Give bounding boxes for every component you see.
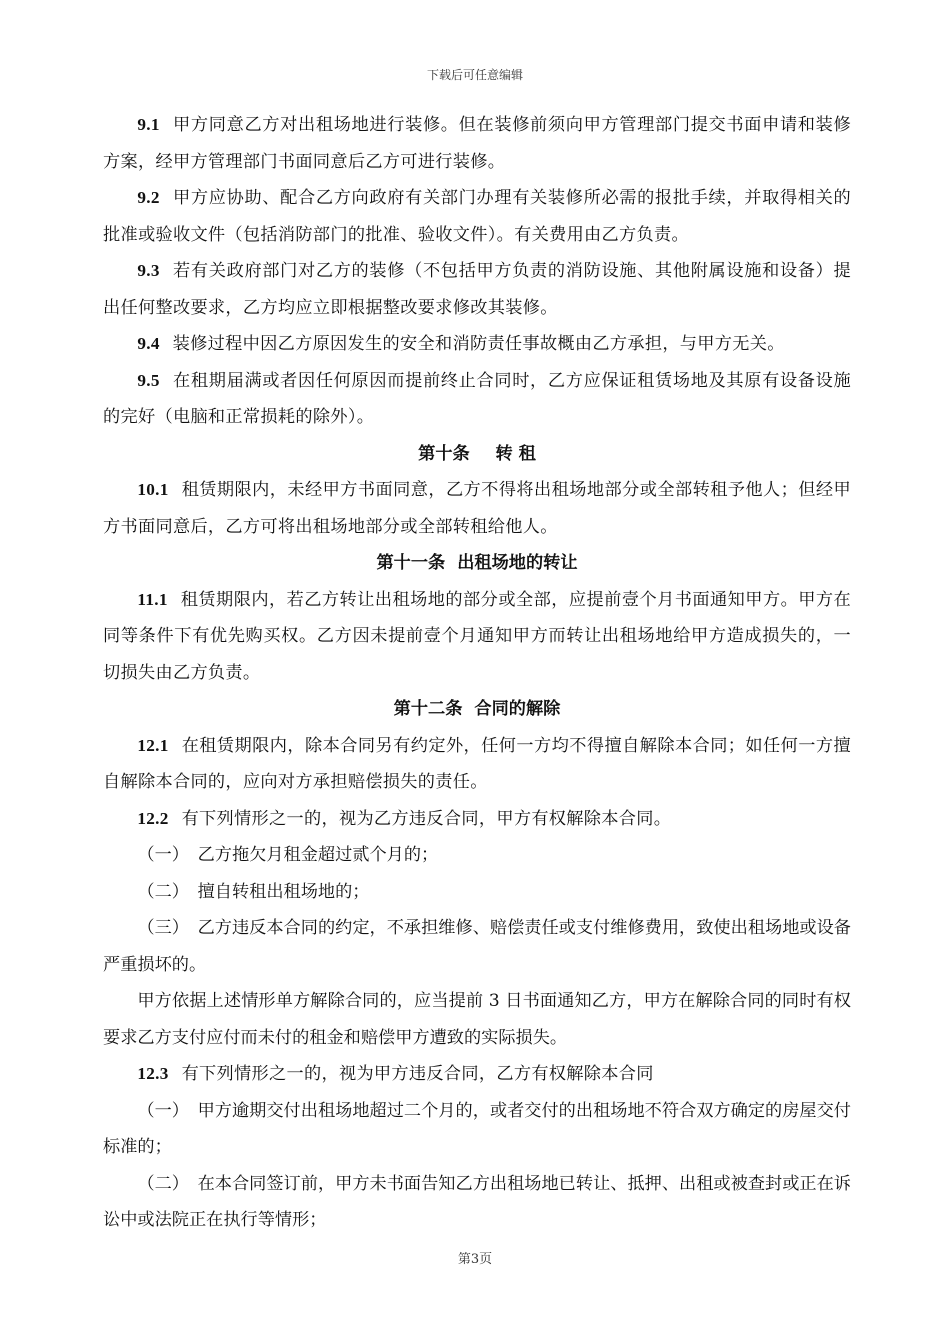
clause-number: 12.1: [137, 735, 169, 755]
page-number: 第3页: [457, 1252, 493, 1267]
item-marker: （二）: [137, 881, 189, 902]
clause-number: 9.4: [137, 334, 160, 353]
clause-text: 有下列情形之一的，视为乙方违反合同，甲方有权解除本合同。: [181, 808, 672, 829]
clause-number: 12.3: [137, 1064, 169, 1083]
article-number: 第十条: [418, 443, 470, 464]
article-11-heading: 第十一条 出租场地的转让: [376, 553, 578, 573]
item-marker: （一）: [137, 1100, 189, 1121]
item-marker: （二）: [137, 1173, 189, 1194]
clause-number: 9.3: [137, 261, 160, 280]
clause-number: 12.2: [137, 808, 169, 828]
clause-text: 租赁期限内，未经甲方书面同意，乙方不得将出租场地部分或全部转租予他人；但经甲方书面同意后，乙方可将出租场地部分或全部转租给他人。: [103, 480, 851, 537]
clause-text: 租赁期限内，若乙方转让出租场地的部分或全部，应提前壹个月书面通知甲方。甲方在同等条件下有优先购买权。乙方因未提前壹个月通知甲方而转让出租场地给甲方造成损失的，一切损失由乙方负责。: [103, 589, 851, 683]
clause-text: 有下列情形之一的，视为甲方违反合同，乙方有权解除本合同: [181, 1064, 654, 1084]
clause-number: 9.1: [137, 115, 160, 134]
article-12-heading: 第十二条 合同的解除: [393, 699, 561, 719]
clause-12-2-item-3: [103, 910, 851, 983]
clause-text: 在租期届满或者因任何原因而提前终止合同时，乙方应保证租赁场地及其原有设备设施的完好（电脑和正常损耗的除外）。: [103, 370, 851, 427]
clause-12-2-note: 甲方依据上述情形单方解除合同的，应当提前 3 日书面通知乙方，甲方在解除合同的同时有权要求乙方支付应付而未付的租金和赔偿甲方遭致的实际损失。: [103, 991, 851, 1048]
clause-11-1: [103, 582, 851, 692]
clause-9-5: [103, 363, 851, 436]
document-body: [103, 107, 851, 1239]
clause-9-4: [103, 326, 851, 363]
article-10-heading: [103, 436, 851, 473]
clause-9-1: [103, 107, 851, 180]
item-text: 乙方拖欠月租金超过贰个月的；: [197, 845, 439, 865]
clause-text: 甲方应协助、配合乙方向政府有关部门办理有关装修所必需的报批手续，并取得相关的批准或验收文件（包括消防部门的批准、验收文件）。有关费用由乙方负责。: [103, 188, 851, 245]
clause-12-3-item-1: [103, 1093, 851, 1166]
item-text: 甲方逾期交付出租场地超过二个月的，或者交付的出租场地不符合双方确定的房屋交付标准的；: [103, 1100, 851, 1157]
item-text: 擅自转租出租场地的；: [197, 881, 370, 902]
page-header: 下载后可任意编辑: [426, 68, 523, 82]
clause-number: 9.5: [137, 370, 160, 390]
clause-9-2: [103, 180, 851, 253]
clause-number: 9.2: [137, 188, 160, 207]
clause-text: 在租赁期限内，除本合同另有约定外，任何一方均不得擅自解除本合同；如任何一方擅自解除本合同的，应向对方承担赔偿损失的责任。: [103, 735, 851, 792]
clause-text: 装修过程中因乙方原因发生的安全和消防责任事故概由乙方承担，与甲方无关。: [172, 334, 785, 354]
clause-text: 若有关政府部门对乙方的装修（不包括甲方负责的消防设施、其他附属设施和设备）提出任何整改要求，乙方均应立即根据整改要求修改其装修。: [103, 261, 851, 318]
item-marker: （三）: [137, 918, 189, 938]
clause-number: 11.1: [137, 589, 168, 609]
clause-12-1: [103, 728, 851, 801]
clause-12-3: [103, 1056, 851, 1093]
article-title: 转 租: [495, 443, 536, 464]
clause-9-3: [103, 253, 851, 326]
clause-12-2-item-1: [103, 837, 851, 874]
item-text: 乙方违反本合同的约定，不承担维修、赔偿责任或支付维修费用，致使出租场地或设备严重损坏的。: [103, 918, 851, 975]
clause-text: 甲方同意乙方对出租场地进行装修。但在装修前须向甲方管理部门提交书面申请和装修方案，经甲方管理部门书面同意后乙方可进行装修。: [103, 115, 851, 172]
item-marker: （一）: [137, 845, 189, 865]
clause-12-2-item-2: [103, 874, 851, 911]
item-text: 在本合同签订前，甲方未书面告知乙方出租场地已转让、抵押、出租或被查封或正在诉讼中或法院正在执行等情形；: [103, 1173, 851, 1230]
clause-12-3-item-2: [103, 1166, 851, 1239]
clause-10-1: [103, 472, 851, 545]
clause-number: 10.1: [137, 480, 169, 499]
clause-12-2: [103, 801, 851, 838]
